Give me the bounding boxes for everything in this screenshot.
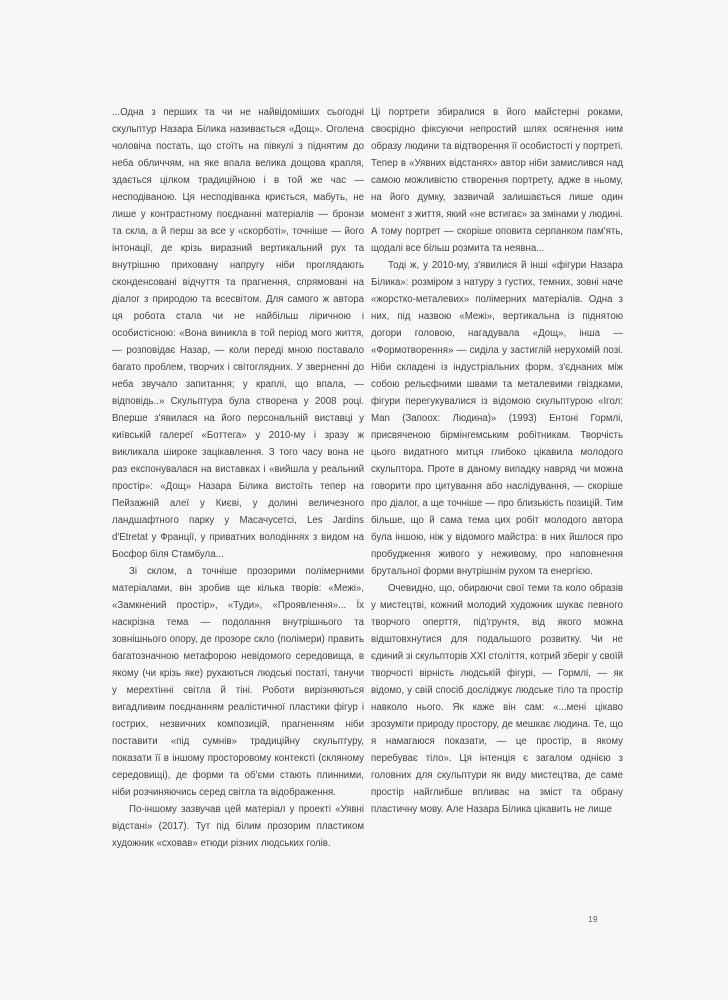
page-number: 19	[588, 915, 598, 924]
paragraph: Очевидно, що, обираючи свої теми та коло образів у мистецтві, кожний молодий художник шукає певного творчого оперття, під'грунтя, від якого можна відштовхнутися для подальшого розвитку. Чи не єдиний зі скульпторів XXI століття, котрий зберіг у своїй творчості вірність людській фігурі, — Гормлі, — як відомо, у свій спосіб досліджує людське тіло та простір навколо нього. Як каже він сам: «...мені цікаво зрозуміти природу простору, де мешкає людина. Те, що я намагаюся показати, — це простір, в якому перебуває тіло». Ця інтенція є загалом однією з головних для скульптури як виду мистецтва, де саме простір найглибше впливає на зміст та обрану пластичну мову. Але Назара Білика цікавить не лише	[371, 583, 623, 815]
text-column-right	[371, 104, 623, 818]
paragraph: Зі склом, а точніше прозорими полімерними матеріалами, він зробив ще кілька творів: «Межі», «Замкнений простір», «Туди», «Проявлення»... Їх наскрізна тема — подолання внутрішнього та зовнішнього опору, де прозоре скло (полімери) править багатозначною метафорою невідомого середовища, в якому (чи крізь яке) рухаються людські постаті, танучи у мерехтінні світла й тіні. Роботи вирізняються вигадливим поєднанням реалістичної пластики фігур і гостриx, незвичних композицій, прагненням ніби поставити «під сумнів» традиційну скульптуру, показати її в іншому просторовому контексті (скляному середовищі), де форми та об'єми стають плинними, ніби розчиняючись серед світла та відображення.	[112, 566, 364, 798]
text-column-left	[112, 104, 364, 852]
paragraph: Тоді ж, у 2010-му, з'явилися й інші «фігури Назара Білика»: розміром з натуру з густих, темних, зовні наче «жорстко-металевих» полімерних матеріалів. Одна з них, під назвою «Межі», вертикальна із піднятою догори головою, нагадувала «Дощ», інша — «Формотворення» — сиділа у застиглій нерухомій позі. Ніби складені із індустріальних форм, з'єднаних між собою рельєфними швами та металевими гвіздками, фігури перегукувалися із відомою скульптурою «Ігол: Man (Запоох: Людина)» (1993) Ентоні Гормлі, присвяченою бірмінгемським робітникам. Творчість цього видатного митця глибоко цікавила молодого скульптора. Проте в даному випадку навряд чи можна говорити про цитування або наслідування, — скоріше про діалог, а ще точніше — про близькість позицій. Тим більше, що й сама тема цих робіт молодого автора була іншою, ніж у відомого майстра: в них йшлося про пробудження живого у неживому, про наповнення брутальної форми внутрішнім рухом та енергією.	[371, 260, 623, 577]
paragraph: Ці портрети збиралися в його майстерні роками, своєрідно фіксуючи непростий шлях осягнення ним образу людини та відтворення її особистості у портреті. Тепер в «Уявних відстанях» автор ніби замислився над самою можливістю створення портрету, адже в ньому, на його думку, зазвичай залишається лише один момент з життя, який «не встигає» за змінами у людині. А тому портрет — скоріше оповита серпанком пам'ять, щодалі все більш розмита та неявна...	[371, 107, 623, 254]
paragraph: ...Одна з перших та чи не найвідоміших сьогодні скульптур Назара Білика називається «Дощ». Оголена чоловіча постать, що стоїть на півкулі з піднятим до неба обличчям, на яке впала велика дощова крапля, здається цілком традиційною і в той же час — несподіваною. Ця несподіванка криється, мабуть, не лише у контрастному поєднанні матеріалів — бронзи та скла, а й перш за все у «скорботі», точніше — його інтонації, де крізь виразний вертикальний рух та внутрішню приховану напругу ніби проглядають сконденсовані відчуття та прагнення, спрямовані на діалог з природою та всесвітом. Для самого ж автора ця робота стала чи не найбільш ліричною і особистісною: «Вона виникла в той період мого життя, — розповідає Назар, — коли переді мною поставало багато проблем, творчих і світоглядних. У зверненні до неба звучало запитання; у краплі, що впала, — відповідь..» Скульптура була створена у 2008 році. Вперше з'явилася на його персональній виставці у київській галереї «Боттега» у 2010-му і зразу ж викликала широке зацікавлення. З того часу вона не раз експонувалася на виставках і «вийшла у реальний простір»: «Дощ» Назара Білика вистоїть тепер на Пейзажній алеї у Києві, у долині величезного ландшафтного парку у Масачусетсі, Les Jardins d'Etretat у Франції, у приватних володіннях з видом на Босфор біля Стамбула...	[112, 107, 364, 560]
paragraph: По-іншому зазвучав цей матеріал у проекті «Уявні відстані» (2017). Тут під білим прозорим пластиком художник «сховав» етюди різних людських голів.	[112, 804, 364, 849]
